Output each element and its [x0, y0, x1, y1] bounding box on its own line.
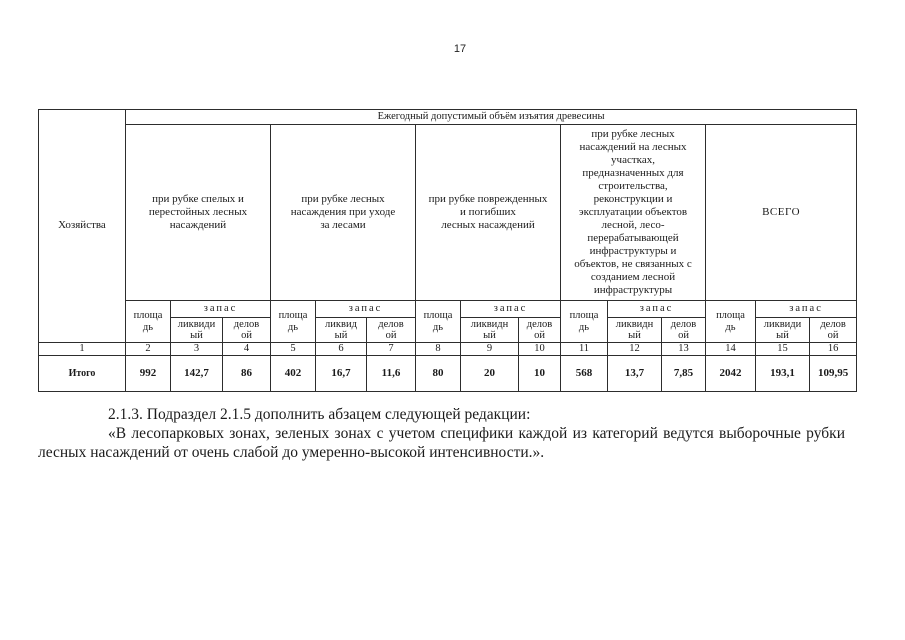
business-stock-header: делов ой — [662, 318, 706, 343]
subheader-row — [39, 301, 857, 318]
column-number: 15 — [756, 343, 810, 356]
business-stock-header: делов ой — [810, 318, 857, 343]
quote-paragraph-line-2: лесных насаждений от очень слабой до умеренно-высокой интенсивности.». — [38, 444, 545, 461]
area-header: площа дь — [126, 301, 171, 343]
group-header-infrastructure: при рубке лесных насаждений на лесных участках, предназначенных для строительства, реконструкции и эксплуатации объектов лесной, лесо- перерабатывающей инфраструктуры и объектов, не связанных с созданием лесной инфраструктуры — [561, 125, 706, 301]
liquid-stock-header: ликвиди ый — [756, 318, 810, 343]
page-number: 17 — [453, 43, 467, 55]
liquid-stock-header: ликвиди ый — [171, 318, 223, 343]
stock-header: запас — [171, 301, 271, 318]
timber-harvest-table — [38, 109, 857, 392]
area-header: площа дь — [271, 301, 316, 343]
column-number: 13 — [662, 343, 706, 356]
main-header-row — [39, 110, 857, 125]
liquid-stock-header: ликвид ый — [316, 318, 367, 343]
quote-paragraph-line-1: «В лесопарковых зонах, зеленых зонах с учетом специфики каждой из категорий ведутся выборочные рубки — [108, 425, 845, 442]
group-header-thinning: при рубке лесных насаждения при уходе за лесами — [271, 125, 416, 301]
column-number: 9 — [461, 343, 519, 356]
area-header: площа дь — [706, 301, 756, 343]
total-value: 568 — [561, 356, 608, 392]
area-header: площа дь — [416, 301, 461, 343]
total-label: Итого — [39, 356, 126, 392]
total-value: 10 — [519, 356, 561, 392]
total-value: 80 — [416, 356, 461, 392]
column-number: 4 — [223, 343, 271, 356]
area-header: площа дь — [561, 301, 608, 343]
group-header-row — [39, 125, 857, 301]
group-header-mature-stands: при рубке спелых и перестойных лесных насаждений — [126, 125, 271, 301]
total-value: 11,6 — [367, 356, 416, 392]
column-number: 1 — [39, 343, 126, 356]
total-value: 193,1 — [756, 356, 810, 392]
liquid-stock-header: ликвидн ый — [608, 318, 662, 343]
column-number: 6 — [316, 343, 367, 356]
column-number: 2 — [126, 343, 171, 356]
stock-header: запас — [756, 301, 857, 318]
column-number: 10 — [519, 343, 561, 356]
column-number-row — [39, 343, 857, 356]
stock-header: запас — [316, 301, 416, 318]
total-value: 20 — [461, 356, 519, 392]
total-value: 86 — [223, 356, 271, 392]
clause-heading: 2.1.3. Подраздел 2.1.5 дополнить абзацем следующей редакции: — [108, 406, 531, 423]
farms-header: Хозяйства — [39, 110, 126, 343]
total-value: 402 — [271, 356, 316, 392]
total-value: 16,7 — [316, 356, 367, 392]
total-value: 142,7 — [171, 356, 223, 392]
column-number: 7 — [367, 343, 416, 356]
column-number: 16 — [810, 343, 857, 356]
business-stock-header: делов ой — [223, 318, 271, 343]
column-number: 5 — [271, 343, 316, 356]
total-value: 7,85 — [662, 356, 706, 392]
stock-header: запас — [608, 301, 706, 318]
total-value: 992 — [126, 356, 171, 392]
total-value: 13,7 — [608, 356, 662, 392]
total-value: 2042 — [706, 356, 756, 392]
column-number: 11 — [561, 343, 608, 356]
column-number: 3 — [171, 343, 223, 356]
column-number: 12 — [608, 343, 662, 356]
column-number: 8 — [416, 343, 461, 356]
group-header-total: ВСЕГО — [706, 125, 857, 301]
total-value: 109,95 — [810, 356, 857, 392]
business-stock-header: делов ой — [519, 318, 561, 343]
group-header-damaged-stands: при рубке поврежденных и погибших лесных насаждений — [416, 125, 561, 301]
column-number: 14 — [706, 343, 756, 356]
total-row — [39, 356, 857, 392]
liquid-stock-header: ликвидн ый — [461, 318, 519, 343]
stock-header: запас — [461, 301, 561, 318]
business-stock-header: делов ой — [367, 318, 416, 343]
main-header: Ежегодный допустимый объём изъятия древесины — [126, 110, 857, 125]
